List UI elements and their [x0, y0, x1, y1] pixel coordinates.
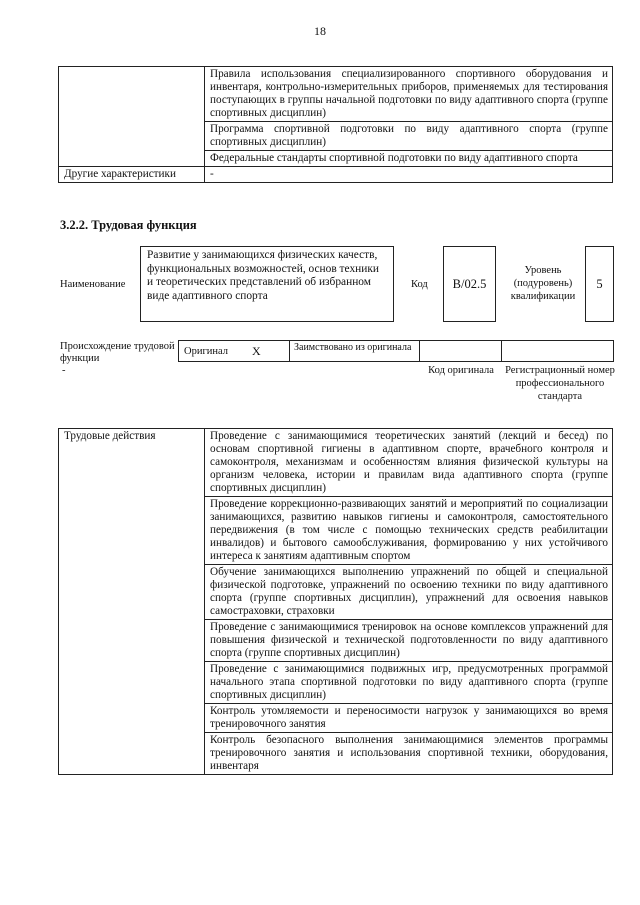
table-row	[59, 67, 613, 122]
labor-actions-table	[58, 428, 613, 775]
labor-actions-label: Трудовые действия	[59, 429, 205, 775]
original-mark: X	[252, 343, 261, 358]
reg-number-cell	[502, 340, 614, 362]
origin-row	[178, 340, 614, 362]
section-title: 3.2.2. Трудовая функция	[60, 218, 197, 232]
labor-action-item: Проведение с занимающимися теоретических занятий (лекций и бесед) по основам спортивной гигиены в адаптивном спорте, врачебного контроля и самоконтроля, механизмам и особенностям влияния физической культуры на организм человека, истории и правилам вида адаптивного спорта (группе спортивных дисциплин)	[205, 429, 613, 497]
other-characteristics-value: -	[205, 167, 613, 183]
original-label: Оригинал	[184, 345, 228, 357]
table-cell: Программа спортивной подготовки по виду адаптивного спорта (группе спортивных дисциплин)	[205, 122, 613, 151]
labor-action-item: Проведение с занимающимися тренировок на основе комплексов упражнений для повышения физической и технической подготовленности по виду адаптивного спорта (группе спортивных дисциплин)	[205, 620, 613, 662]
labor-action-item: Проведение коррекционно-развивающих занятий и мероприятий по социализации занимающихся, развитию навыков гигиены и самоконтроля, самостоятельного передвижения (в том числе с помощью технических средств реабилитации инвалидов) и бытового самообслуживания, формированию у них устойчивого интереса к занятиям адаптивным спортом	[205, 497, 613, 565]
requirements-continuation-table	[58, 66, 613, 183]
labor-action-item: Контроль утомляемости и переносимости нагрузок у занимающихся во время тренировочного занятия	[205, 704, 613, 733]
table-cell: Федеральные стандарты спортивной подготовки по виду адаптивного спорта	[205, 151, 613, 167]
origin-dash: -	[62, 365, 66, 376]
table-row	[59, 429, 613, 497]
qualification-level-label: Уровень (подуровень) квалификации	[510, 265, 576, 302]
code-original-label: Код оригинала	[428, 365, 494, 376]
origin-label: Происхождение трудовой функции	[60, 341, 175, 364]
code-label: Код	[411, 279, 428, 290]
reg-number-label: Регистрационный номер профессионального стандарта	[505, 365, 615, 402]
function-code-box: B/02.5	[443, 246, 496, 322]
borrowed-label: Заимствовано из оригинала	[290, 340, 420, 362]
table-row	[59, 167, 613, 183]
labor-action-item: Проведение с занимающимися подвижных игр, предусмотренных программой начального этапа спортивной подготовки по виду адаптивного спорта (группе спортивных дисциплин)	[205, 662, 613, 704]
empty-label-cell	[59, 67, 205, 167]
other-characteristics-label: Другие характеристики	[59, 167, 205, 183]
function-name-box: Развитие у занимающихся физических качеств, функциональных возможностей, основ техники и теоретических представлений об избранном виде адаптивного спорта	[140, 246, 394, 322]
qualification-level-box: 5	[585, 246, 614, 322]
original-code-cell	[420, 340, 502, 362]
labor-action-item: Обучение занимающихся выполнению упражнений по общей и специальной физической подготовке, упражнений по освоению техники по виду адаптивного спорта (группе спортивных дисциплин), упражнений для освоения навыков самостраховки, страховки	[205, 565, 613, 620]
labor-action-item: Контроль безопасного выполнения занимающимися элементов программы тренировочного занятия и использования спортивной техники, оборудования, инвентаря	[205, 733, 613, 775]
table-cell: Правила использования специализированного спортивного оборудования и инвентаря, контрольно-измерительных приборов, применяемых для тестирования поступающих в группы начальной подготовки по виду адаптивного спорта (группе спортивных дисциплин)	[205, 67, 613, 122]
page-number: 18	[314, 24, 326, 38]
name-label: Наименование	[60, 279, 126, 290]
original-cell	[178, 340, 290, 362]
